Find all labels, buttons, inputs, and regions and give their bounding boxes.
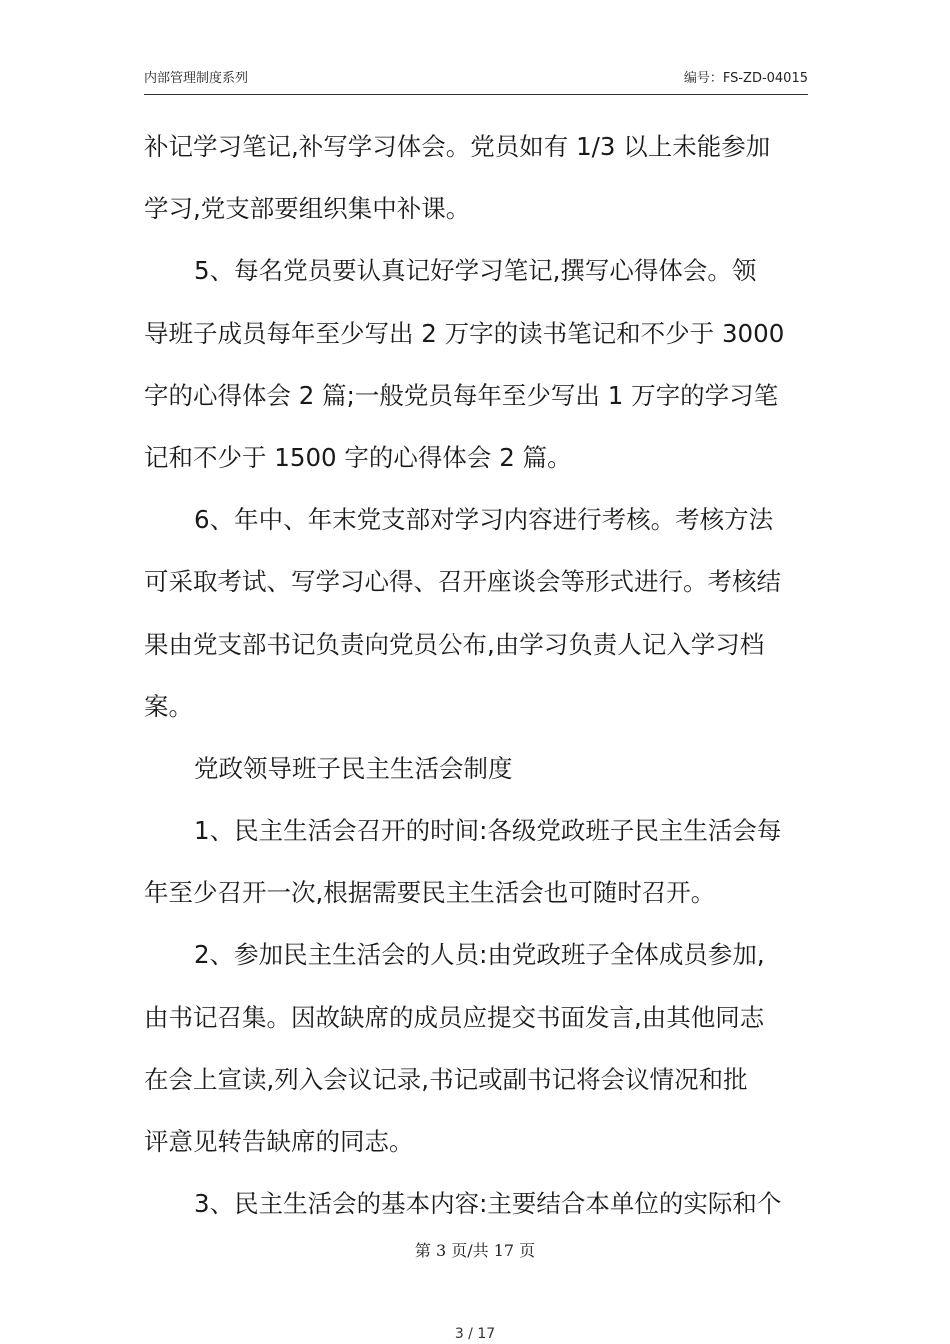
body-line: 3、民主生活会的基本内容:主要结合本单位的实际和个	[194, 1189, 782, 1219]
body-line: 可采取考试、写学习心得、召开座谈会等形式进行。考核结	[144, 567, 781, 597]
header-series-title: 内部管理制度系列	[144, 71, 249, 86]
body-line: 字的心得体会 2 篇;一般党员每年至少写出 1 万字的学习笔	[144, 380, 779, 410]
body-line: 6、年中、年末党支部对学习内容进行考核。考核方法	[194, 505, 774, 535]
page-header	[144, 70, 808, 95]
document-body	[144, 116, 808, 1235]
body-line: 1、民主生活会召开的时间:各级党政班子民主生活会每	[194, 816, 782, 846]
viewer-page-counter: 3 / 17	[454, 1326, 496, 1342]
body-line: 在会上宣读,列入会议记录,书记或副书记将会议情况和批	[144, 1064, 748, 1094]
body-line: 2、参加民主生活会的人员:由党政班子全体成员参加,	[194, 940, 765, 970]
body-line: 由书记召集。因故缺席的成员应提交书面发言,由其他同志	[144, 1002, 765, 1032]
body-line: 果由党支部书记负责向党员公布,由学习负责人记入学习档	[144, 629, 765, 659]
body-line: 5、每名党员要认真记好学习笔记,撰写心得体会。领	[194, 256, 757, 286]
body-line: 记和不少于 1500 字的心得体会 2 篇。	[144, 442, 572, 472]
section-heading: 党政领导班子民主生活会制度	[194, 753, 513, 783]
body-line: 补记学习笔记,补写学习体会。党员如有 1/3 以上未能参加	[144, 132, 771, 161]
body-line: 学习,党支部要组织集中补课。	[144, 194, 471, 224]
body-line: 评意见转告缺席的同志。	[144, 1127, 414, 1156]
page-footer-label: 第 3 页/共 17 页	[414, 1241, 536, 1260]
header-document-number: 编号：FS-ZD-04015	[683, 71, 808, 86]
body-line: 导班子成员每年至少写出 2 万字的读书笔记和不少于 3000	[144, 318, 785, 348]
body-line: 案。	[144, 691, 193, 721]
body-line: 年至少召开一次,根据需要民主生活会也可随时召开。	[144, 878, 716, 908]
